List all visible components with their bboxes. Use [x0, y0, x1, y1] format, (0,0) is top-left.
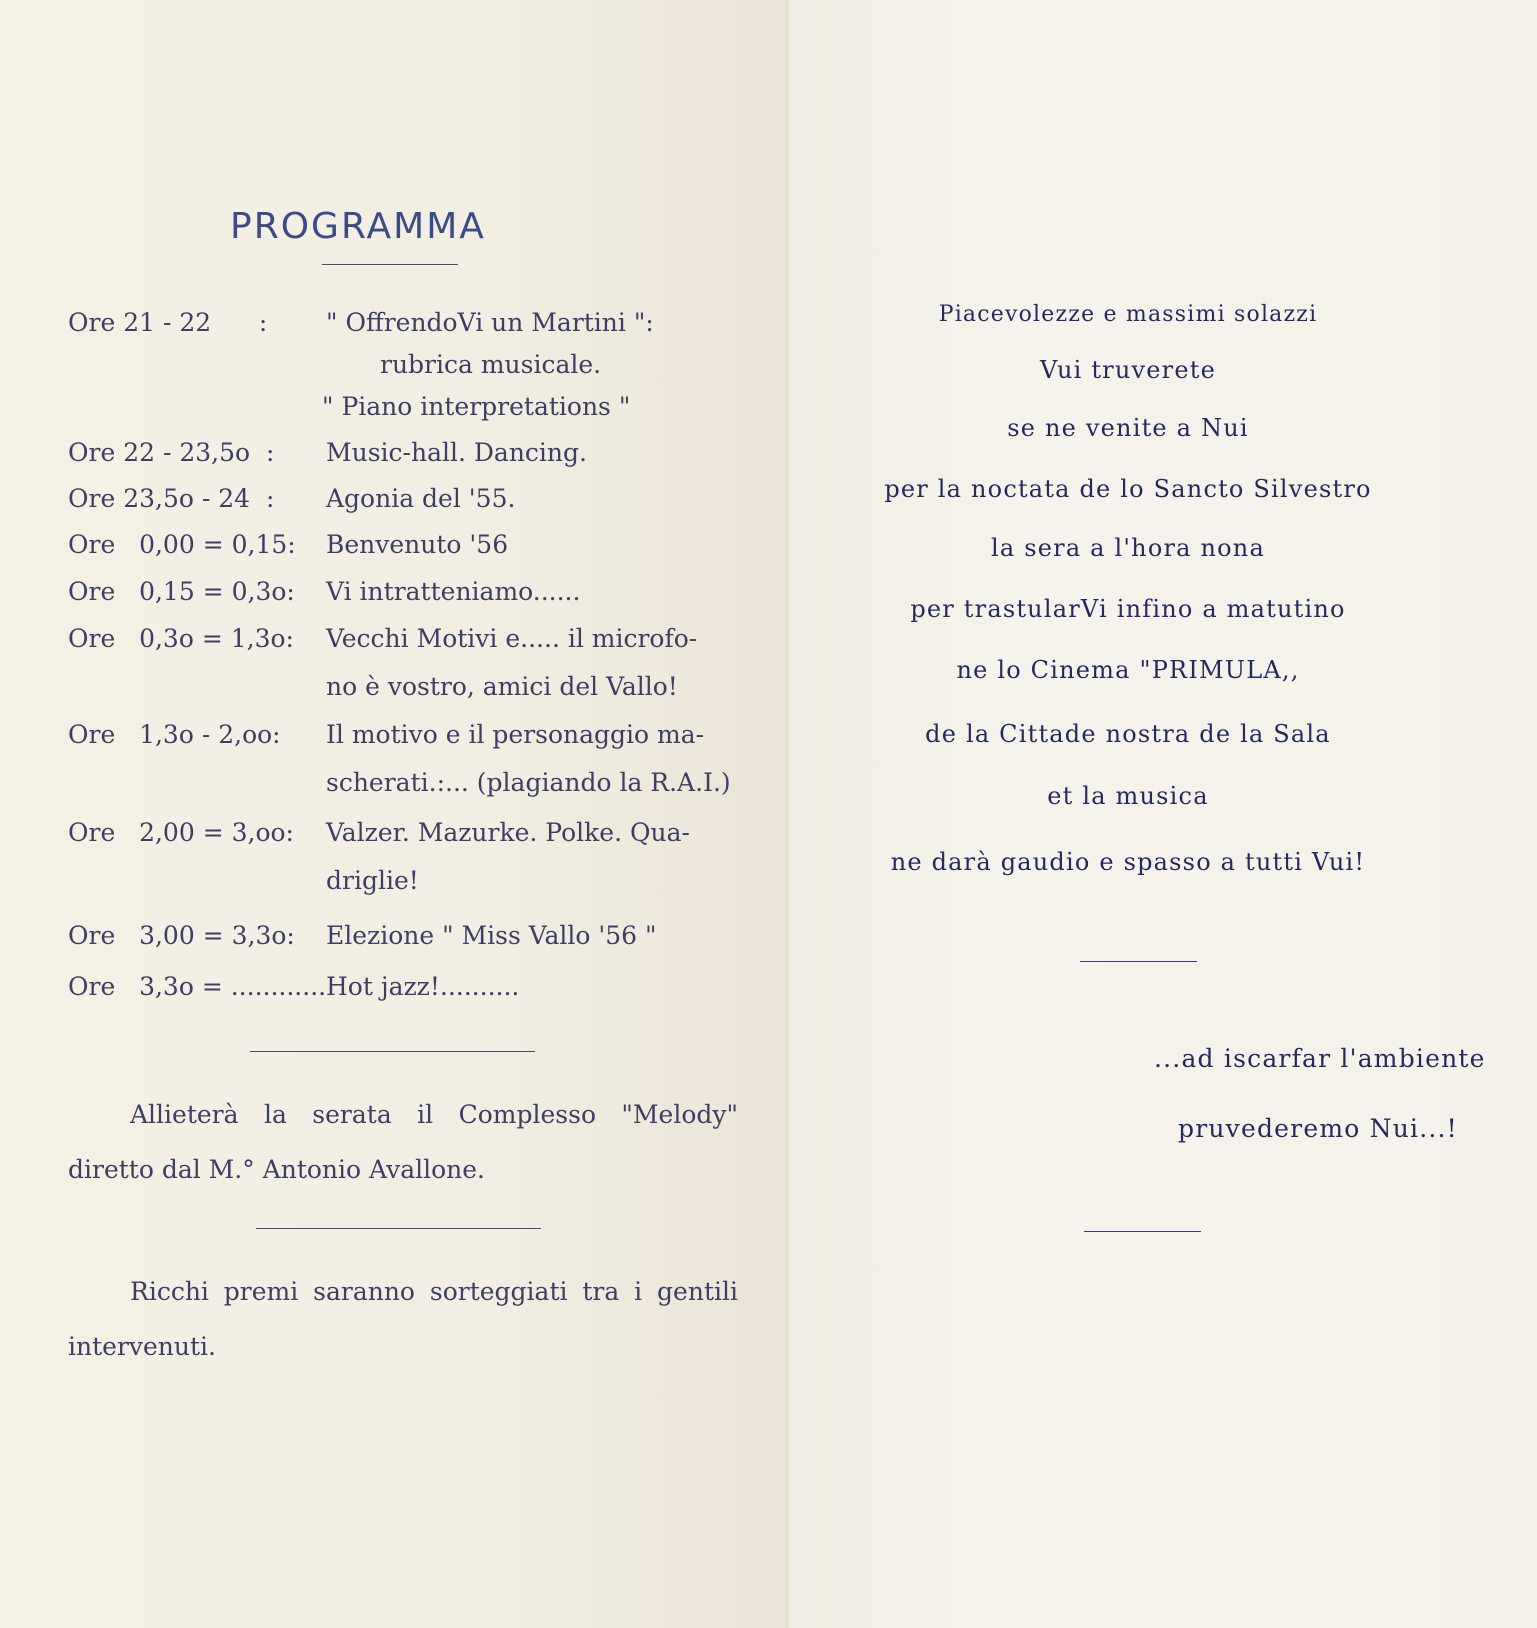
schedule-time: Ore 0,00 = 0,15: [68, 530, 296, 559]
divider [1084, 1231, 1201, 1232]
schedule-desc: Il motivo e il personaggio ma- [326, 720, 705, 749]
right-page [788, 0, 1537, 1628]
invitation-line: et la musica [1047, 782, 1209, 810]
schedule-row [68, 577, 748, 617]
program-title: PROGRAMMA [230, 206, 486, 247]
invitation-line: Vui truverete [1039, 356, 1217, 384]
schedule-desc: no è vostro, amici del Vallo! [326, 672, 678, 701]
schedule-time: Ore 22 - 23,5o : [68, 438, 275, 467]
schedule-row [68, 720, 748, 760]
schedule-desc: Elezione " Miss Vallo '56 " [326, 921, 657, 950]
invitation-line: la sera a l'hora nona [991, 534, 1265, 562]
schedule-desc: Music-hall. Dancing. [326, 438, 587, 467]
schedule-desc: Agonia del '55. [326, 484, 516, 513]
schedule-time: Ore 0,15 = 0,3o: [68, 577, 295, 606]
schedule-row [68, 530, 748, 570]
prizes-paragraph: Ricchi premi saranno sorteggiati tra i gentili intervenuti. [68, 1277, 738, 1361]
invitation-line: de la Cittade nostra de la Sala [925, 720, 1331, 748]
schedule-time: Ore 23,5o - 24 : [68, 484, 275, 513]
band-paragraph: Allieterà la serata il Complesso "Melody" diretto dal M.° Antonio Avallone. [68, 1100, 738, 1184]
page-fold [786, 0, 790, 1628]
schedule-desc: " OffrendoVi un Martini ": [326, 308, 654, 337]
schedule-row [68, 972, 748, 1012]
divider [256, 1228, 541, 1229]
invitation-line: se ne venite a Nui [1007, 414, 1249, 442]
schedule-row [68, 308, 748, 348]
schedule-desc: Hot jazz!.......... [326, 972, 520, 1001]
schedule-row [68, 350, 748, 390]
schedule-time: Ore 3,00 = 3,3o: [68, 921, 295, 950]
schedule-time: Ore 21 - 22 : [68, 308, 268, 337]
schedule-row [68, 484, 748, 524]
invitation-line: per la noctata de lo Sancto Silvestro [884, 475, 1372, 503]
schedule-row [68, 921, 748, 961]
schedule-row [68, 624, 748, 664]
closing-line: pruvederemo Nui...! [1178, 1114, 1458, 1143]
divider [250, 1051, 535, 1052]
schedule-desc: scherati.:... (plagiando la R.A.I.) [326, 768, 731, 797]
schedule-row [68, 392, 748, 432]
schedule-row [68, 438, 748, 478]
invitation-line: ne lo Cinema "PRIMULA,, [956, 656, 1300, 684]
schedule-desc: Vi intratteniamo...... [326, 577, 581, 606]
schedule-desc: rubrica musicale. [380, 350, 602, 379]
invitation-line: Piacevolezze e massimi solazzi [938, 302, 1318, 327]
schedule-desc: driglie! [326, 866, 419, 895]
schedule-desc: Benvenuto '56 [326, 530, 509, 559]
schedule-time: Ore 3,3o = ............ [68, 972, 327, 1001]
closing-line: ...ad iscarfar l'ambiente [1154, 1044, 1486, 1073]
schedule-row [68, 818, 748, 858]
invitation-line: ne darà gaudio e spasso a tutti Vui! [890, 848, 1366, 876]
schedule-desc: " Piano interpretations " [322, 392, 631, 421]
schedule-row [68, 866, 748, 906]
schedule-time: Ore 0,3o = 1,3o: [68, 624, 294, 653]
schedule-row [68, 672, 748, 712]
invitation-line: per trastularVi infino a matutino [910, 595, 1346, 623]
schedule-desc: Vecchi Motivi e..... il microfo- [326, 624, 698, 653]
schedule-time: Ore 1,3o - 2,oo: [68, 720, 281, 749]
title-underline [322, 264, 458, 265]
schedule-desc: Valzer. Mazurke. Polke. Qua- [326, 818, 690, 847]
schedule-row [68, 768, 748, 808]
divider [1080, 961, 1197, 962]
schedule-time: Ore 2,00 = 3,oo: [68, 818, 294, 847]
